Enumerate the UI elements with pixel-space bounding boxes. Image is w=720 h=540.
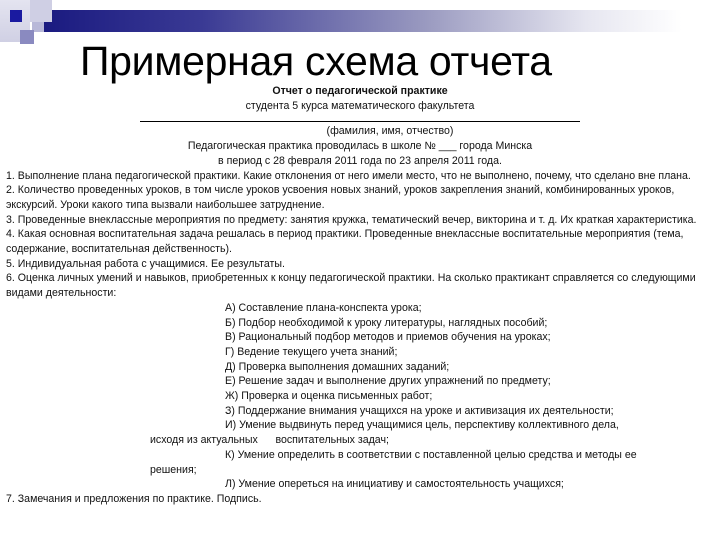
name-blank-line (140, 121, 580, 122)
subitem-d: Д) Проверка выполнения домашних заданий; (225, 360, 450, 373)
slide-title: Примерная схема отчета (80, 38, 552, 84)
name-caption: (фамилия, имя, отчество) (326, 125, 454, 138)
report-subheading: студента 5 курса математического факультета (245, 99, 475, 112)
subitem-i: И) Умение выдвинуть перед учащимися цель, перспективу коллективного дела, (225, 419, 619, 432)
subitem-l: Л) Умение опереться на инициативу и самостоятельность учащихся; (225, 478, 564, 491)
decorative-square-dark (10, 10, 22, 22)
report-heading: Отчет о педагогической практике (272, 85, 448, 97)
subitem-z: З) Поддержание внимания учащихся на уроке и активизация их деятельности; (225, 404, 614, 417)
header-gradient-bar (42, 10, 682, 32)
period-line: в период с 28 февраля 2011 года по 23 апреля 2011 года. (218, 154, 502, 167)
subitem-k-continuation: решения; (150, 463, 197, 476)
subitem-v: В) Рациональный подбор методов и приемов обучения на уроках; (225, 331, 551, 344)
subitem-g: Г) Ведение текущего учета знаний; (225, 345, 398, 358)
report-item-7: 7. Замечания и предложения по практике. Подпись. (6, 492, 262, 505)
report-item-5: 5. Индивидуальная работа с учащимися. Ее результаты. (6, 257, 285, 270)
subitem-k: К) Умение определить в соответствии с поставленной целью средства и методы ее (225, 448, 637, 461)
report-item-4: 4. Какая основная воспитательная задача решалась в период практики. Проведенные внеклассные воспитательные мероприятия (тема, содержание, воспитательная действенность). (6, 228, 684, 256)
decorative-square (20, 30, 34, 44)
report-document (0, 84, 720, 507)
subitem-i-continuation: исходя из актуальных воспитательных задач; (150, 434, 389, 447)
subitem-e: Е) Решение задач и выполнение других упражнений по предмету; (225, 375, 551, 388)
report-item-2: 2. Количество проведенных уроков, в том числе уроков усвоения новых знаний, уроков закрепления знаний, комбинированных уроков, экскурсий. Уроки какого типа вызвали наибольшее затруднение. (6, 184, 675, 211)
report-item-3: 3. Проведенные внеклассные мероприятия по предмету: занятия кружка, тематический вечер, викторина и т. д. Их краткая характеристика. (6, 213, 697, 226)
subitem-zh: Ж) Проверка и оценка письменных работ; (225, 390, 433, 403)
subitem-a: А) Составление плана-конспекта урока; (225, 301, 422, 314)
subitem-b: Б) Подбор необходимой к уроку литературы, наглядных пособий; (225, 316, 548, 329)
report-item-6: 6. Оценка личных умений и навыков, приобретенных к концу педагогической практики. На сколько практикант справляется со следующими видами деятельности: (6, 272, 696, 300)
school-line: Педагогическая практика проводилась в школе № ___ города Минска (187, 140, 533, 153)
report-item-1: 1. Выполнение плана педагогической практики. Какие отклонения от него имели место, что не выполнено, почему, что сделано вне плана. (6, 169, 691, 182)
decorative-square (30, 0, 52, 22)
